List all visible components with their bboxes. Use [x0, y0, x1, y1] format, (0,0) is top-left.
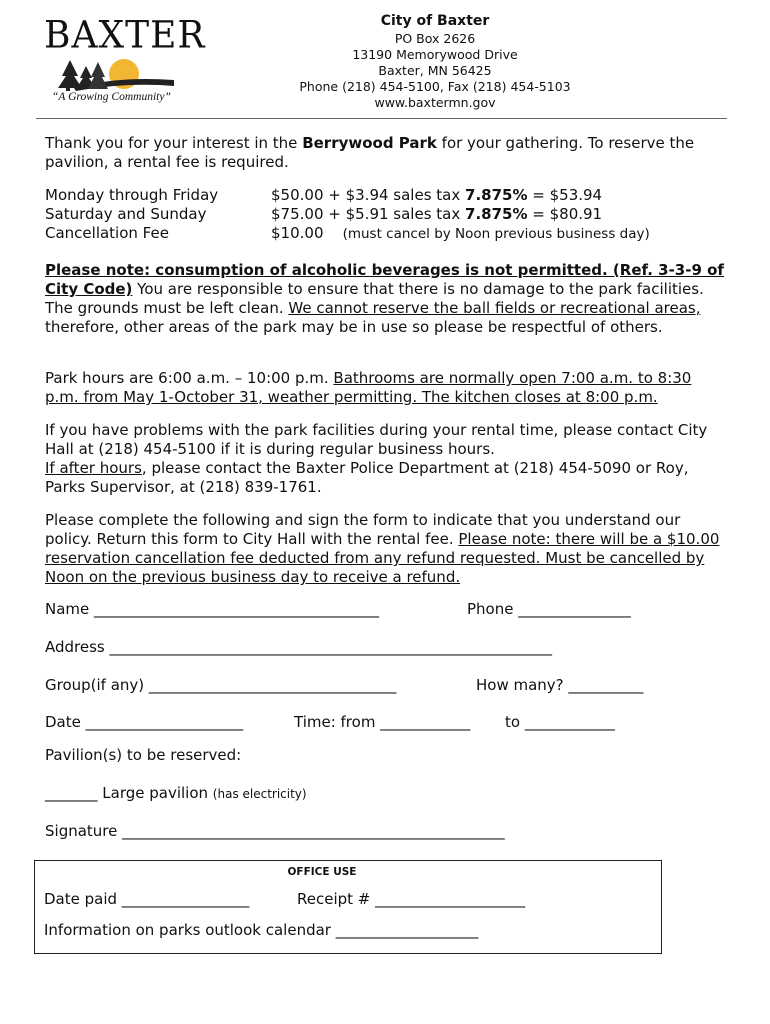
- fee-amount: [271, 205, 602, 224]
- fee-label: Saturday and Sunday: [45, 205, 207, 223]
- fee-total: = $53.94: [527, 186, 603, 204]
- phone-fax: Phone (218) 454-5100, Fax (218) 454-5103: [299, 79, 571, 94]
- signature-field[interactable]: Signature ___________________________________________________: [45, 822, 505, 840]
- pavilions-label: Pavilion(s) to be reserved:: [45, 746, 242, 764]
- name-field[interactable]: Name ______________________________________: [45, 600, 380, 618]
- calendar-field[interactable]: Information on parks outlook calendar ___________________: [44, 921, 479, 939]
- logo-trees-sun-icon: [56, 58, 176, 92]
- park-hours-paragraph: [45, 369, 725, 407]
- large-pavilion-note: (has electricity): [212, 787, 307, 801]
- phone-field[interactable]: Phone _______________: [467, 600, 631, 618]
- street-address: 13190 Memorywood Drive: [352, 47, 518, 62]
- ballfield-notice: We cannot reserve the ball fields or recreational areas,: [288, 299, 701, 317]
- alcohol-notice-paragraph: [45, 261, 725, 337]
- pavilions-label-row: [45, 745, 725, 765]
- fee-amount: [271, 186, 602, 205]
- problems-paragraph: [45, 421, 725, 497]
- problems-text: If you have problems with the park facilities during your rental time, please contact City Hall at (218) 454-5100 if it is during regular business hours.: [45, 421, 708, 458]
- office-calendar-row: [44, 920, 644, 940]
- address-field[interactable]: Address ___________________________________________________________: [45, 638, 553, 656]
- city-address-block: [250, 12, 620, 111]
- po-box: PO Box 2626: [394, 31, 476, 46]
- fee-base: $50.00 + $3.94 sales tax: [271, 186, 466, 204]
- address-row: [45, 637, 725, 657]
- office-payment-row: [44, 889, 644, 909]
- fee-label: Monday through Friday: [45, 186, 219, 204]
- responsibility-text: You are responsible to ensure that there is no damage to the park facilities. The grounds must be left clean.: [45, 280, 704, 317]
- logo-tagline: “A Growing Community”: [52, 91, 171, 103]
- large-pavilion-option[interactable]: [45, 783, 307, 804]
- logo-wordmark: BAXTER: [44, 14, 206, 58]
- alcohol-notice: Please note: consumption of alcoholic beverages is not permitted. (Ref. 3-3-9 of City Code): [45, 261, 724, 298]
- header-divider: [36, 118, 727, 119]
- refund-notice: Please note: there will be a $10.00 reservation cancellation fee deducted from any refund requested. Must be cancelled by Noon on the previous business day to receive a refund.: [45, 530, 720, 586]
- fee-label: Cancellation Fee: [45, 224, 169, 242]
- after-hours-label: If after hours: [45, 459, 142, 477]
- intro-paragraph: [45, 134, 725, 172]
- city-state-zip: Baxter, MN 56425: [378, 63, 492, 78]
- after-hours-text: , please contact the Baxter Police Department at (218) 454-5090 or Roy, Parks Supervisor, at (218) 839-1761.: [45, 459, 689, 496]
- complete-form-paragraph: [45, 511, 725, 587]
- group-field[interactable]: Group(if any) _________________________________: [45, 676, 397, 694]
- fee-total: = $80.91: [527, 205, 603, 223]
- intro-text-end: for your gathering. To reserve the pavilion, a rental fee is required.: [45, 134, 695, 171]
- time-from-field[interactable]: Time: from ____________: [294, 713, 471, 731]
- cancel-note: (must cancel by Noon previous business day): [342, 226, 650, 242]
- fee-base: $75.00 + $5.91 sales tax: [271, 205, 466, 223]
- office-use-box: [34, 860, 662, 954]
- park-hours: Park hours are 6:00 a.m. – 10:00 p.m.: [45, 369, 334, 387]
- fee-row-cancellation: [45, 224, 725, 243]
- park-name: Berrywood Park: [302, 134, 437, 152]
- fee-amount: [271, 224, 650, 244]
- large-pavilion-blank[interactable]: _______: [45, 784, 98, 802]
- name-phone-row: [45, 599, 725, 619]
- office-use-title: OFFICE USE: [287, 866, 357, 878]
- time-to-field[interactable]: to ____________: [505, 713, 615, 731]
- respect-text: therefore, other areas of the park may be in use so please be respectful of others.: [45, 318, 663, 336]
- org-name: City of Baxter: [380, 13, 490, 29]
- group-row: [45, 675, 725, 695]
- date-field[interactable]: Date _____________________: [45, 713, 244, 731]
- tax-rate: 7.875%: [465, 186, 528, 204]
- cancel-amount: $10.00: [271, 224, 324, 242]
- signature-row: [45, 821, 725, 841]
- complete-text: Please complete the following and sign the form to indicate that you understand our policy. Return this form to City Hall with the rental fee.: [45, 511, 681, 548]
- intro-text: Thank you for your interest in the: [45, 134, 303, 152]
- date-time-row: [45, 712, 725, 732]
- bathroom-hours: Bathrooms are normally open 7:00 a.m. to 8:30 p.m. from May 1-October 31, weather permitting. The kitchen closes at 8:00 p.m.: [45, 369, 692, 406]
- city-logo: [44, 14, 206, 110]
- receipt-field[interactable]: Receipt # ____________________: [297, 890, 526, 908]
- how-many-field[interactable]: How many? __________: [476, 676, 644, 694]
- large-pavilion-row: [45, 783, 725, 803]
- fee-row-weekday: [45, 186, 725, 205]
- large-pavilion-label: Large pavilion: [97, 784, 213, 802]
- fee-row-weekend: [45, 205, 725, 224]
- website: www.baxtermn.gov: [374, 95, 496, 110]
- tax-rate: 7.875%: [465, 205, 528, 223]
- date-paid-field[interactable]: Date paid _________________: [44, 890, 250, 908]
